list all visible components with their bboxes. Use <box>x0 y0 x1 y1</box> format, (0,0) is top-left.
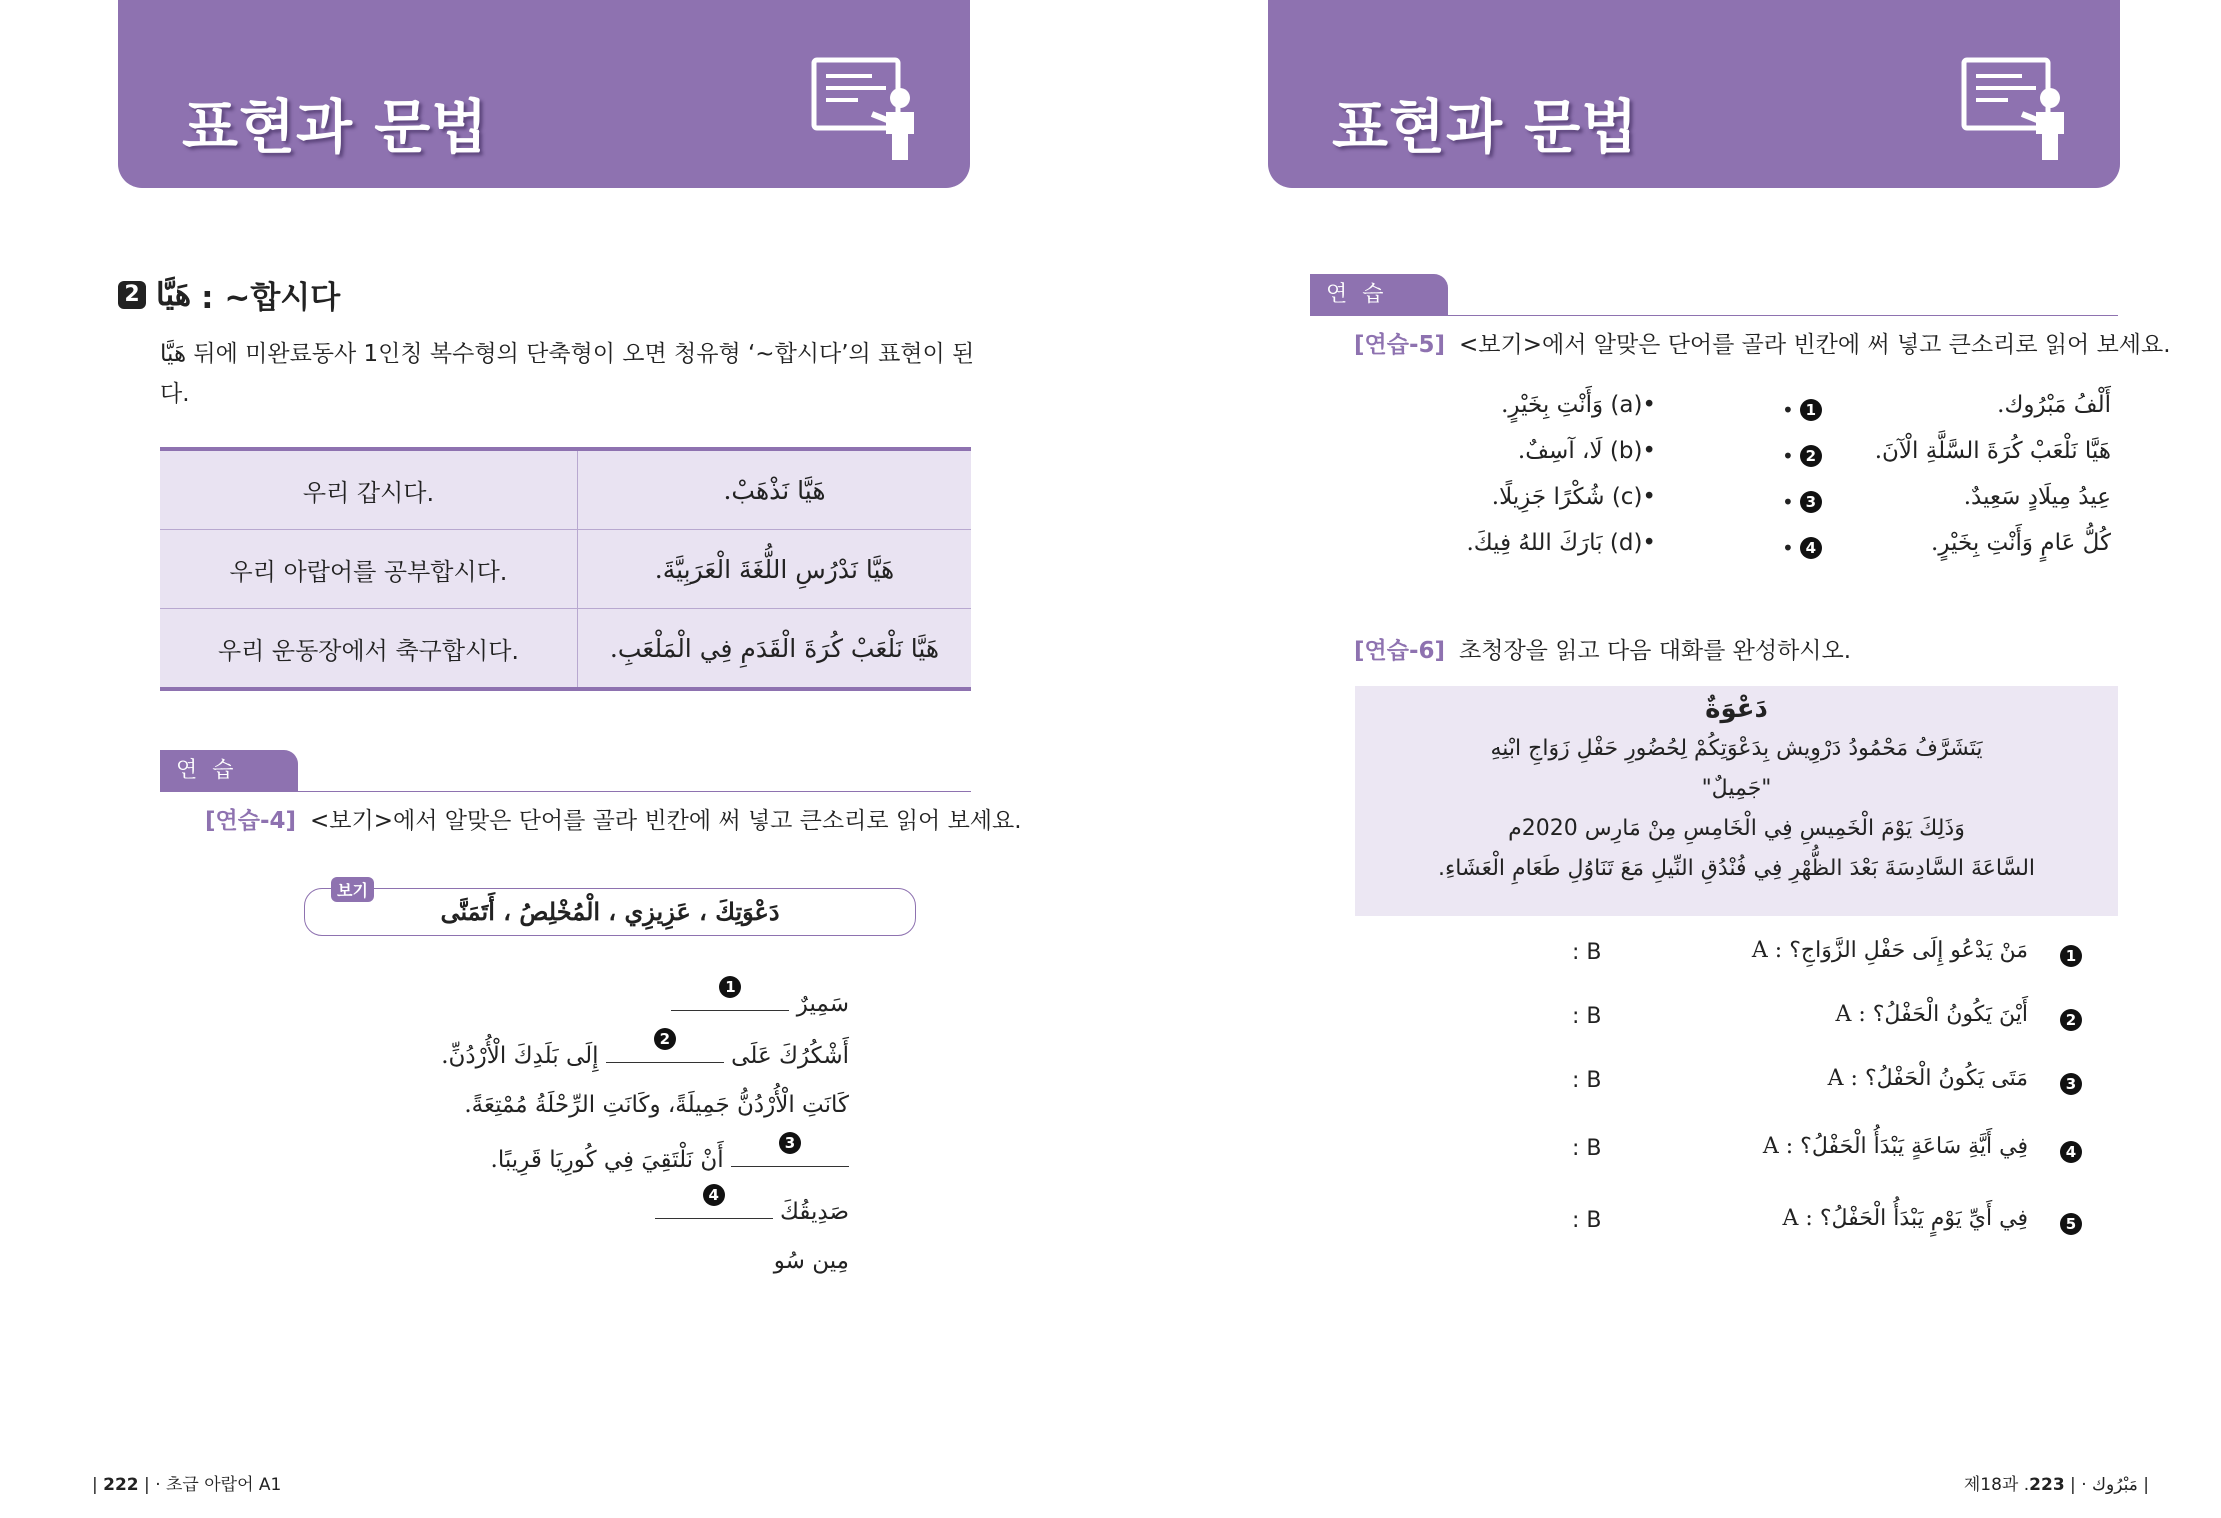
table-cell-ar: هَيَّا نَدْرُسِ اللُّغَةَ الْعَرَبِيَّةَ. <box>578 530 972 609</box>
letter-line-2 <box>441 1030 849 1069</box>
invitation-title: دَعْوَةٌ <box>1705 694 1768 724</box>
letter-line-5 <box>655 1186 849 1225</box>
answer-b-label[interactable]: : B <box>1572 1068 1602 1093</box>
answer-blank[interactable] <box>655 1186 773 1219</box>
blank-number: 2 <box>654 1028 676 1050</box>
right-footer: 제18과 .مَبْرُوك · | 223 | <box>1963 1475 2149 1495</box>
question-a: A : فِي أَيِّ يَوْمٍ يَبْدَأُ الْحَفْلُ؟ <box>1782 1206 2028 1231</box>
left-page-header <box>118 0 970 188</box>
exercise5-tag: [연습-5] <box>1354 332 1446 358</box>
letter-line-6 <box>774 1248 849 1274</box>
invitation-line: يَتَشَرَّفُ مَحْمُودُ دَرْوِيش بِدَعْوَتِكُمْ لِحُضُورِ حَفْلِ زَوَاجِ ابْنِهِ <box>1490 736 1983 761</box>
exercise5-heading <box>1354 326 2171 359</box>
exercise4-tag: [연습-4] <box>205 808 297 834</box>
section-title <box>118 272 340 317</box>
table-row <box>160 449 971 530</box>
blank-number: 3 <box>779 1132 801 1154</box>
table-cell-ar: هَيَّا نَلْعَبْ كُرَةَ الْقَدَمِ فِي الْمَلْعَبِ. <box>609 633 940 663</box>
exercise6-tag: [연습-6] <box>1354 638 1446 664</box>
practice-divider-left <box>298 791 971 792</box>
bogi-words: دَعْوَتِكَ ، عَزِيزِي ، الْمُخْلِصُ ، أَتَمَنَّى <box>440 897 780 926</box>
question-number <box>2060 942 2082 967</box>
letter-text: أَنْ نَلْتَقِيَ فِي كُورِيَا قَرِيبًا. <box>490 1147 724 1173</box>
blank-number: 4 <box>703 1184 725 1206</box>
left-footer: | 222 | · 초급 아랍어 A1 <box>92 1475 282 1495</box>
question-number <box>2060 1006 2082 1031</box>
question-number-circle: 1 <box>2060 945 2082 967</box>
grammar-description: هَيَّا 뒤에 미완료동사 1인칭 복수형의 단축형이 오면 청유형 ‘~합시다’의 표현이 된다. <box>160 341 975 407</box>
question-a: A : مَنْ يَدْعُو إِلَى حَفْلِ الزَّوَاجِ؟ <box>1751 938 2028 963</box>
right-page-number: 223 <box>2029 1475 2065 1495</box>
table-cell-ko: 우리 운동장에서 축구합시다. <box>160 609 578 690</box>
match-letter: (b) <box>1609 438 1643 464</box>
match-number-circle: 2 <box>1800 445 1822 467</box>
bogi-label: 보기 <box>331 877 374 902</box>
exercise4-instruction: <보기>에서 알맞은 단어를 골라 빈칸에 써 넣고 큰소리로 읽어 보세요. <box>310 808 1022 834</box>
blank-number: 1 <box>719 976 741 998</box>
match-number[interactable]: • 4 <box>1782 536 1822 560</box>
match-right-item: كُلُّ عَامٍ وَأَنْتِ بِخَيْرٍ. <box>1931 530 2111 556</box>
table-cell-ko: 우리 아랍어를 공부합시다. <box>160 530 578 609</box>
letter-line-4 <box>490 1134 849 1173</box>
letter-text: كَانَتِ الْأُرْدُنُّ جَمِيلَةً، وكَانَتِ الرِّحْلَةُ مُمْتِعَةً. <box>464 1092 849 1118</box>
practice-tab-left: 연 습 <box>160 750 298 792</box>
match-letter: (a) <box>1610 392 1643 418</box>
question-number-circle: 4 <box>2060 1141 2082 1163</box>
left-header-title: 표현과 문법 <box>182 93 489 161</box>
match-left-text: لَا، آسِفٌ. <box>1517 438 1603 464</box>
table-row <box>160 609 971 690</box>
answer-b-label[interactable]: : B <box>1572 1136 1602 1161</box>
match-left-text: وَأَنْتِ بِخَيْرٍ. <box>1501 392 1604 418</box>
match-number-circle: 1 <box>1800 399 1822 421</box>
match-left-item[interactable]: •(b) لَا، آسِفٌ. <box>1517 438 1656 464</box>
teacher-board-icon <box>1960 56 2072 162</box>
teacher-board-icon <box>810 56 922 162</box>
question-number <box>2060 1138 2082 1163</box>
exercise6-instruction: 초청장을 읽고 다음 대화를 완성하시오. <box>1459 638 1852 664</box>
invitation-line: "جَمِيلٌ" <box>1701 776 1772 801</box>
question-number-circle: 2 <box>2060 1009 2082 1031</box>
letter-text: أَشْكُرُكَ عَلَى <box>731 1043 849 1069</box>
match-right-item: هَيَّا نَلْعَبْ كُرَةَ السَّلَّةِ الْآنَ. <box>1874 438 2111 464</box>
exercise5-instruction: <보기>에서 알맞은 단어를 골라 빈칸에 써 넣고 큰소리로 읽어 보세요. <box>1459 332 2171 358</box>
invitation-line: وَذَلِكَ يَوْمَ الْخَمِيسِ فِي الْخَامِسِ مِنْ مَارِس 2020م <box>1508 816 1965 841</box>
practice-divider-right <box>1448 315 2118 316</box>
match-number[interactable]: • 1 <box>1782 398 1822 422</box>
invitation-card <box>1355 686 2118 916</box>
match-number[interactable]: • 2 <box>1782 444 1822 468</box>
left-page-number: 222 <box>103 1475 139 1495</box>
question-number-circle: 3 <box>2060 1073 2082 1095</box>
question-a: A : مَتَى يَكُونُ الْحَفْلُ؟ <box>1827 1066 2028 1091</box>
right-page-header <box>1268 0 2120 188</box>
match-left-item[interactable]: •(a) وَأَنْتِ بِخَيْرٍ. <box>1501 392 1656 418</box>
question-number <box>2060 1210 2082 1235</box>
answer-b-label[interactable]: : B <box>1572 940 1602 965</box>
match-right-item: عِيدُ مِيلَادٍ سَعِيدٌ. <box>1963 484 2111 510</box>
left-book-title: · 초급 아랍어 A1 <box>155 1475 282 1495</box>
letter-text: إِلَى بَلَدِكَ الْأُرْدُنِّ. <box>441 1043 599 1069</box>
match-left-item[interactable]: •(d) بَارَكَ اللهُ فِيكَ. <box>1466 530 1656 556</box>
match-right-item: أَلْفُ مَبْرُوك. <box>1997 392 2111 418</box>
match-letter: (c) <box>1611 484 1643 510</box>
table-cell-ko: 우리 갑시다. <box>160 449 578 530</box>
answer-blank[interactable] <box>671 978 789 1011</box>
answer-blank[interactable] <box>606 1030 724 1063</box>
match-letter: (d) <box>1609 530 1643 556</box>
letter-text: سَمِيرٌ <box>796 991 849 1017</box>
question-number <box>2060 1070 2082 1095</box>
answer-blank[interactable] <box>731 1134 849 1167</box>
question-number-circle: 5 <box>2060 1213 2082 1235</box>
letter-text: صَدِيقُكَ <box>779 1199 849 1225</box>
table-cell-ar: هَيَّا نَذْهَبْ. <box>578 449 972 530</box>
exercise6-heading <box>1354 632 1851 665</box>
match-number-circle: 4 <box>1800 537 1822 559</box>
section-keyword: هَيَّا <box>156 276 192 313</box>
section-number: 2 <box>118 281 146 309</box>
match-number-circle: 3 <box>1800 491 1822 513</box>
letter-line-1 <box>671 978 849 1017</box>
answer-b-label[interactable]: : B <box>1572 1208 1602 1233</box>
letter-line-3 <box>464 1092 849 1118</box>
question-a: A : فِي أَيَّةِ سَاعَةٍ يَبْدَأُ الْحَفْلُ؟ <box>1762 1134 2028 1159</box>
match-number[interactable]: • 3 <box>1782 490 1822 514</box>
exercise4-heading <box>205 802 1022 835</box>
grammar-table <box>160 447 971 691</box>
table-row <box>160 530 971 609</box>
section-suffix: : ~합시다 <box>201 280 341 316</box>
answer-b-label[interactable]: : B <box>1572 1004 1602 1029</box>
practice-tab-right: 연 습 <box>1310 274 1448 316</box>
invitation-line: السَّاعَةَ السَّادِسَةَ بَعْدَ الظُّهْرِ فِي فُنْدُقِ النِّيلِ مَعَ تَنَاوُلِ طَعَامِ الْعَشَاءِ. <box>1437 856 2036 881</box>
match-left-text: بَارَكَ اللهُ فِيكَ. <box>1466 530 1603 556</box>
letter-text: مِين سُو <box>773 1248 849 1274</box>
right-header-title: 표현과 문법 <box>1332 93 1639 161</box>
right-lesson-title: 제18과 .مَبْرُوك · <box>1963 1475 2138 1495</box>
bogi-box <box>304 881 916 936</box>
match-left-text: شُكْرًا جَزِيلًا. <box>1491 484 1605 510</box>
question-a: A : أَيْنَ يَكُونُ الْحَفْلُ؟ <box>1835 1002 2028 1027</box>
match-left-item[interactable]: •(c) شُكْرًا جَزِيلًا. <box>1491 484 1656 510</box>
